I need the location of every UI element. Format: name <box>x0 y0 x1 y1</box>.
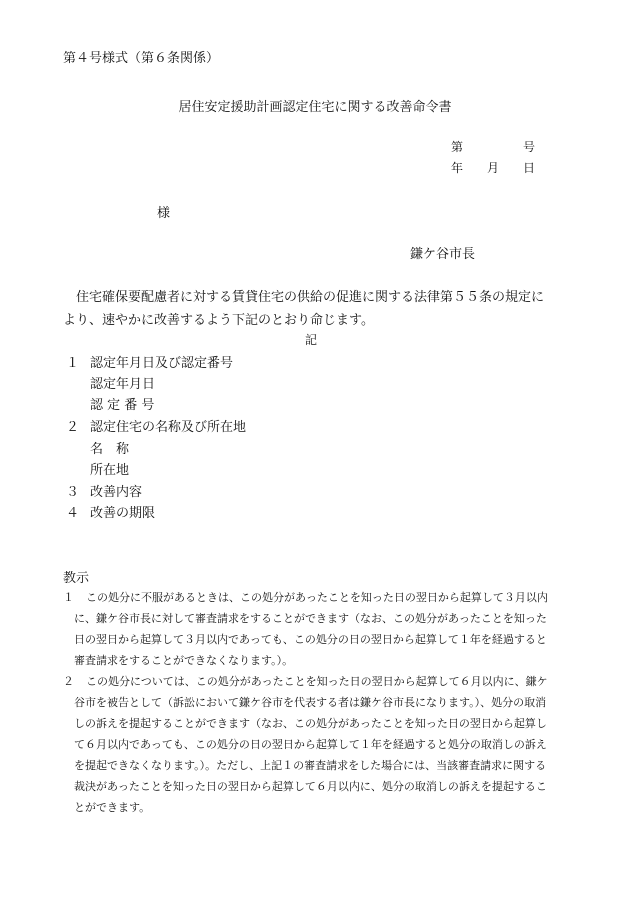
item-1-number: １ <box>66 356 80 371</box>
item-3-label: 改善内容 <box>90 485 143 500</box>
document-number-field: 第 号 <box>451 140 536 154</box>
item-3-number: ３ <box>66 485 80 500</box>
item-2-label: 認定住宅の名称及び所在地 <box>90 420 247 435</box>
item-1-sub-number: 認 定 番 号 <box>90 398 155 413</box>
notice-2-line-4: て６月以内であっても、この処分の日の翌日から起算して１年を経過すると処分の取消しの訴え <box>74 738 547 751</box>
notice-paragraph-1 <box>63 587 563 671</box>
document-date-field: 年 月 日 <box>451 161 536 175</box>
item-4-label: 改善の期限 <box>90 506 156 521</box>
notice-paragraph-2 <box>63 671 563 818</box>
notice-2-number: ２ <box>63 675 74 688</box>
notice-1-line-4: 審査請求をすることができなくなります。）。 <box>74 654 294 667</box>
form-number-label: 第４号様式（第６条関係） <box>63 51 220 66</box>
document-title: 居住安定援助計画認定住宅に関する改善命令書 <box>178 100 452 115</box>
notice-2-line-6: 裁決があったことを知った日の翌日から起算して６月以内に、処分の取消しの訴えを提起するこ <box>74 780 547 793</box>
item-1-sub-date: 認定年月日 <box>90 377 156 392</box>
item-4-number: ４ <box>66 506 80 521</box>
notice-2-line-3: しの訴えを提起することができます（なお、この処分があったことを知った日の翌日から起算し <box>74 717 547 730</box>
item-2-number: ２ <box>66 420 80 435</box>
ki-heading: 記 <box>305 333 318 347</box>
item-2-sub-name: 名 称 <box>90 442 130 457</box>
notice-1-line-1: この処分に不服があるときは、この処分があったことを知った日の翌日から起算して３月以内 <box>86 591 548 604</box>
addressee-suffix: 様 <box>157 206 171 221</box>
notice-2-line-1: この処分については、この処分があったことを知った日の翌日から起算して６月以内に、鎌ケ <box>86 675 548 688</box>
item-1-label: 認定年月日及び認定番号 <box>90 356 234 371</box>
body-line-2: より、速やかに改善するよう下記のとおり命じます。 <box>63 313 374 328</box>
notice-1-number: １ <box>63 591 74 604</box>
notice-heading: 教示 <box>63 571 90 586</box>
body-line-1: 住宅確保要配慮者に対する賃貸住宅の供給の促進に関する法律第５５条の規定に <box>76 290 545 305</box>
notice-2-line-5: を提起できなくなります。）。ただし、上記１の審査請求をした場合には、当該審査請求に関する <box>74 759 547 772</box>
issuer-name: 鎌ケ谷市長 <box>410 247 476 262</box>
item-2-sub-location: 所在地 <box>90 463 130 478</box>
body-paragraph <box>63 286 544 332</box>
notice-1-line-3: 日の翌日から起算して３月以内であっても、この処分の日の翌日から起算して１年を経過すると <box>74 633 547 646</box>
notice-2-line-7: とができます。 <box>74 801 151 814</box>
notice-2-line-2: 谷市を被告として（訴訟において鎌ケ谷市を代表する者は鎌ケ谷市長になります。）、処分の取消 <box>74 696 547 709</box>
notice-1-line-2: に、鎌ケ谷市長に対して審査請求をすることができます（なお、この処分があったことを知った <box>74 612 547 625</box>
